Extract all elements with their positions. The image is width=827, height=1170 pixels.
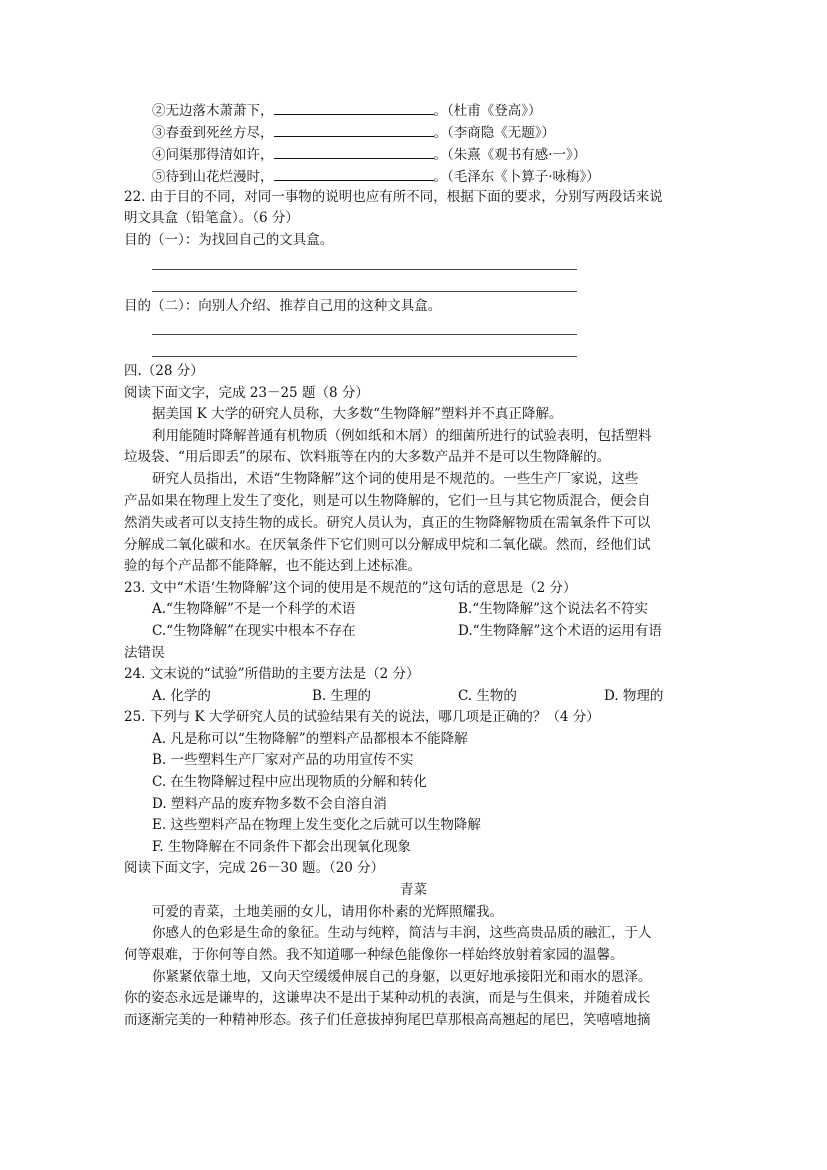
q25-option[interactable]: E. 这些塑料产品在物理上发生变化之后就可以生物降解 [152, 817, 481, 833]
poem-lead: ④问渠那得清如许， [152, 147, 274, 163]
passage-line: 据美国 K 大学的研究人员称，大多数“生物降解”塑料并不真正降解。 [152, 406, 563, 422]
passage-line: 利用能随时降解普通有机物质（例如纸和木屑）的细菌所进行的试验表明，包括塑料 [152, 428, 652, 444]
q24-stem: 24. 文末说的“试验”所借助的主要方法是（2 分） [124, 666, 420, 682]
essay-title: 青菜 [400, 882, 427, 898]
poem-line-3 [152, 122, 555, 143]
passage-line: 研究人员指出，术语“生物降解”这个词的使用是不规范的。一些生产厂家说，这些 [152, 471, 639, 487]
q25-option[interactable]: C. 在生物降解过程中应出现物质的分解和转化 [152, 774, 427, 790]
section-heading: 四.（28 分） [124, 363, 204, 379]
reading2-intro: 阅读下面文字，完成 26－30 题。（20 分） [124, 860, 385, 876]
essay-line: 你的姿态永远是谦卑的，这谦卑决不是出于某种动机的表演，而是与生俱来，并随着成长 [124, 990, 651, 1006]
essay-line: 你感人的色彩是生命的象征。生动与纯粹，简洁与丰润，这些高贵品质的融汇，于人 [152, 925, 652, 941]
q22-stem-line1: 22. 由于目的不同，对同一事物的说明也应有所不同，根据下面的要求，分别写两段话来说 [124, 189, 663, 205]
q24-option-a[interactable]: A. 化学的 [152, 688, 211, 704]
answer-blank[interactable] [274, 100, 434, 115]
essay-line: 你紧紧依靠土地，又向天空缓缓伸展自己的身躯，以更好地承接阳光和雨水的恩泽。 [152, 969, 652, 985]
passage-line: 然消失或者可以支持生物的成长。研究人员认为，真正的生物降解物质在需氧条件下可以 [124, 515, 651, 531]
q22-purpose-1: 目的（一）：为找回自己的文具盒。 [124, 232, 334, 248]
q24-option-c[interactable]: C. 生物的 [458, 688, 517, 704]
answer-blank[interactable] [274, 122, 434, 137]
q25-stem: 25. 下列与 K 大学研究人员的试验结果有关的说法，哪几项是正确的？（4 分） [124, 709, 600, 725]
poem-line-5 [152, 166, 600, 187]
poem-source: 。（朱熹《观书有感·一》） [433, 147, 587, 163]
poem-line-2 [152, 100, 542, 121]
answer-line[interactable] [152, 356, 577, 357]
q25-option[interactable]: D. 塑料产品的废弃物多数不会自溶自消 [152, 796, 387, 812]
passage-line: 产品如果在物理上发生了变化，则是可以生物降解的，它们一旦与其它物质混合，便会自 [124, 493, 651, 509]
q23-option-a[interactable]: A.“生物降解”不是一个科学的术语 [152, 601, 356, 617]
reading-intro: 阅读下面文字，完成 23－25 题（8 分） [124, 385, 369, 401]
q24-option-d[interactable]: D. 物理的 [604, 688, 664, 704]
poem-lead: ③春蚕到死丝方尽， [152, 125, 274, 141]
answer-line[interactable] [152, 334, 577, 335]
poem-source: 。（杜甫《登高》） [433, 103, 542, 119]
q23-option-b[interactable]: B.“生物降解”这个说法名不符实 [458, 601, 649, 617]
poem-source: 。（毛泽东《卜算子·咏梅》） [433, 169, 600, 185]
answer-blank[interactable] [274, 166, 434, 181]
answer-line[interactable] [152, 269, 577, 270]
q25-option[interactable]: B. 一些塑料生产厂家对产品的功用宣传不实 [152, 752, 414, 768]
q23-option-c[interactable]: C.“生物降解”在现实中根本不存在 [152, 623, 356, 639]
passage-line: 验的每个产品都不能降解，也不能达到上述标准。 [124, 558, 421, 574]
passage-line: 垃圾袋、“用后即丢”的尿布、饮料瓶等在内的大多数产品并不是可以生物降解的。 [124, 449, 611, 465]
poem-lead: ⑤待到山花烂漫时， [152, 169, 274, 185]
q25-option[interactable]: F. 生物降解在不同条件下都会出现氧化现象 [152, 839, 411, 855]
passage-line: 分解成二氧化碳和水。在厌氧条件下它们则可以分解成甲烷和二氧化碳。然而，经他们试 [124, 537, 651, 553]
answer-blank[interactable] [274, 144, 434, 159]
q22-stem-line2: 明文具盒（铅笔盒）。（6 分） [124, 210, 299, 226]
q25-option[interactable]: A. 凡是称可以“生物降解”的塑料产品都根本不能降解 [152, 731, 468, 747]
poem-source: 。（李商隐《无题》） [433, 125, 555, 141]
q22-purpose-2: 目的（二）：向别人介绍、推荐自己用的这种文具盒。 [124, 298, 442, 314]
q23-option-d[interactable]: D.“生物降解”这个术语的运用有语 [458, 623, 662, 639]
essay-line: 可爱的青菜，土地美丽的女儿，请用你朴素的光辉照耀我。 [152, 904, 503, 920]
q23-stem: 23. 文中“术语‘生物降解’这个词的使用是不规范的”这句话的意思是（2 分） [124, 580, 577, 596]
essay-line: 何等艰难，于你何等自然。我不知道哪一种绿色能像你一样始终放射着家园的温馨。 [124, 947, 624, 963]
essay-line: 而逐渐完美的一种精神形态。孩子们任意拔掉狗尾巴草那根高高翘起的尾巴，笑嘻嘻地摘 [124, 1012, 651, 1028]
answer-line[interactable] [152, 291, 577, 292]
q24-option-b[interactable]: B. 生理的 [312, 688, 372, 704]
poem-line-4 [152, 144, 586, 165]
q23-option-d-cont: 法错误 [124, 645, 165, 661]
poem-lead: ②无边落木萧萧下， [152, 103, 274, 119]
